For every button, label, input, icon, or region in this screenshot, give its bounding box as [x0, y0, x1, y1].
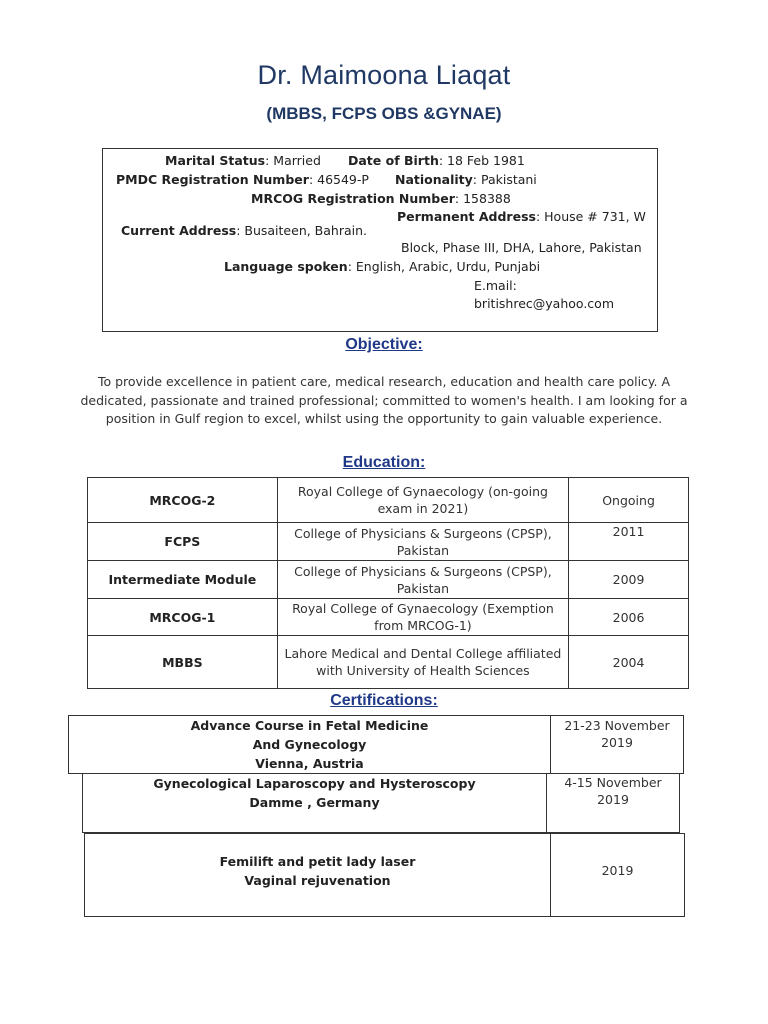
- institution-cell: Royal College of Gynaecology (on-going exam in 2021): [277, 478, 568, 523]
- certification-date: 4-15 November 2019: [564, 775, 662, 807]
- certification-date: 2019: [601, 863, 634, 878]
- page-title: Dr. Maimoona Liaqat: [257, 60, 511, 90]
- certification-date: 21-23 November 2019: [564, 718, 670, 750]
- email-value[interactable]: britishrec@yahoo.com: [474, 296, 615, 311]
- degree-cell: MRCOG-1: [88, 599, 278, 636]
- institution-cell: Lahore Medical and Dental College affiliated with University of Health Sciences: [277, 636, 568, 689]
- year-cell: 2006: [569, 599, 689, 636]
- certification-item: [82, 774, 680, 833]
- institution-cell: Royal College of Gynaecology (Exemption from MRCOG-1): [277, 599, 568, 636]
- table-row: [88, 478, 689, 523]
- language-spoken: Language spoken: English, Arabic, Urdu, Punjabi: [224, 259, 541, 274]
- education-table: [87, 477, 689, 689]
- education-heading: Education:: [342, 454, 426, 471]
- degree-cell: Intermediate Module: [88, 561, 278, 599]
- date-of-birth: Date of Birth: 18 Feb 1981: [348, 153, 525, 168]
- nationality: Nationality: Pakistani: [395, 172, 537, 187]
- personal-info-box: [102, 148, 658, 332]
- email-label: E.mail:: [474, 278, 517, 293]
- degree-cell: MBBS: [88, 636, 278, 689]
- table-row: [88, 636, 689, 689]
- certification-course: Gynecological Laparoscopy and Hysteroscopy Damme , Germany: [83, 774, 547, 832]
- certification-item: [68, 715, 684, 774]
- institution-cell: College of Physicians & Surgeons (CPSP), Pakistan: [277, 561, 568, 599]
- objective-heading: Objective:: [345, 336, 423, 353]
- mrcog-registration: MRCOG Registration Number: 158388: [251, 191, 511, 206]
- table-row: [88, 561, 689, 599]
- year-cell: 2009: [569, 561, 689, 599]
- qualifications-subtitle: (MBBS, FCPS OBS &GYNAE): [266, 104, 502, 123]
- table-row: [88, 599, 689, 636]
- year-cell: 2011: [569, 523, 689, 561]
- certifications-heading: Certifications:: [330, 692, 438, 709]
- objective-text: To provide excellence in patient care, medical research, education and health care policy. A dedicated, passionate and trained professional; committed to women's health. I am looking for a position in Gulf region to excel, whilst using the opportunity to gain valuable experience.: [80, 374, 688, 426]
- marital-status: Marital Status: Married: [165, 153, 321, 168]
- permanent-address-line-2: Block, Phase III, DHA, Lahore, Pakistan: [401, 240, 642, 255]
- degree-cell: MRCOG-2: [88, 478, 278, 523]
- year-cell: Ongoing: [569, 478, 689, 523]
- table-row: [88, 523, 689, 561]
- year-cell: 2004: [569, 636, 689, 689]
- certification-course: Advance Course in Fetal Medicine And Gynecology Vienna, Austria: [69, 716, 551, 773]
- permanent-address: Permanent Address: House # 731, W: [397, 209, 646, 224]
- certification-item: [84, 833, 685, 917]
- current-address: Current Address: Busaiteen, Bahrain.: [121, 223, 368, 238]
- pmdc-registration: PMDC Registration Number: 46549-P: [116, 172, 369, 187]
- degree-cell: FCPS: [88, 523, 278, 561]
- institution-cell: College of Physicians & Surgeons (CPSP), Pakistan: [277, 523, 568, 561]
- certification-course: Femilift and petit lady laser Vaginal rejuvenation: [85, 834, 551, 916]
